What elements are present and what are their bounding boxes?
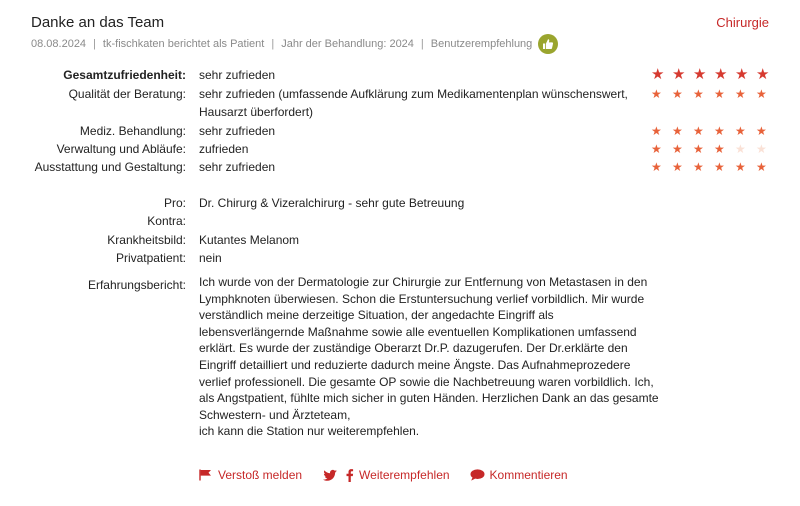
report-line: als Angstpatient, fühlte mich sicher in guten Händen. Herzlichen Dank an das gesamte [199,391,659,406]
report-line: Ich wurde von der Dermatologie zur Chirurgie zur Entfernung von Metastasen in den [199,275,648,289]
star-rating [651,122,777,140]
star-filled-icon: ★ [756,87,767,101]
comment-button[interactable] [470,468,568,482]
star-filled-icon: ★ [651,87,662,101]
star-filled-icon: ★ [672,87,683,101]
star-filled-icon: ★ [672,142,683,156]
report-violation-label: Verstoß melden [218,468,303,482]
star-filled-icon: ★ [735,87,746,101]
star-filled-icon: ★ [756,160,767,174]
privatpatient-label: Privatpatient: [115,251,186,265]
star-filled-icon: ★ [735,66,749,83]
pro-value: Dr. Chirurg & Vizeralchirurg - sehr gute Betreuung [199,196,465,210]
rating-value: zufrieden [199,142,249,156]
thumbs-up-icon [538,34,558,54]
meta-separator: | [271,38,275,50]
star-filled-icon: ★ [693,160,704,174]
report-line: lebensverlängernde Maßnahme sowie alle eventuellen Komplikationen umfassend [199,324,637,339]
rating-value: sehr zufrieden (umfassende Aufklärung zum Medikamentenplan wünschenswert, Hausarzt überfordert) [199,87,628,119]
report-line: Lymphknoten überwiesen. Schon die Erstuntersuchung verlief vorbildlich. Mir wurde [199,291,645,306]
meta-separator: | [93,38,96,50]
star-filled-icon: ★ [651,124,662,138]
star-filled-icon: ★ [693,142,704,156]
report-line: ich kann die Station nur weiterempfehlen. [199,424,420,439]
rating-value: sehr zufrieden [199,68,276,82]
star-filled-icon: ★ [651,160,662,174]
review-title: Danke an das Team [31,14,165,31]
review-actions [199,468,588,482]
star-rating [651,85,777,103]
report-violation-button[interactable] [199,468,302,482]
treatment-year: Jahr der Behandlung: 2024 [281,38,414,50]
pro-label: Pro: [163,196,186,210]
recommend-button[interactable] [322,468,450,482]
star-empty-icon: ★ [735,142,746,156]
krankheitsbild-label: Krankheitsbild: [107,233,186,247]
star-filled-icon: ★ [651,66,665,83]
star-filled-icon: ★ [714,160,725,174]
comment-label: Kommentieren [489,468,568,482]
rating-label: Ausstattung und Gestaltung: [34,160,186,174]
star-filled-icon: ★ [693,87,704,101]
rating-label: Qualität der Beratung: [68,87,186,101]
privatpatient-value: nein [199,251,222,265]
speech-bubble-icon [470,469,485,481]
star-filled-icon: ★ [735,160,746,174]
star-filled-icon: ★ [714,124,725,138]
facebook-icon [345,469,354,482]
star-rating [651,158,777,176]
report-line: erklärt. Es wurde der zuständige Oberarzt Dr.P. dazugerufen. Der Dr.erklärte den [199,341,628,356]
report-line: Eingriff detailliert und reduzierte dadurch meine Ängste. Das Aufnahmeprozedere [199,357,631,372]
star-filled-icon: ★ [756,124,767,138]
meta-separator: | [420,38,424,50]
star-filled-icon: ★ [672,124,683,138]
review-author: tk-fischkaten berichtet als Patient [102,38,265,50]
bericht-label: Erfahrungsbericht: [87,278,186,292]
star-filled-icon: ★ [714,66,728,83]
star-filled-icon: ★ [714,142,725,156]
star-empty-icon: ★ [756,142,767,156]
star-rating [651,66,777,84]
rating-label: Gesamtzufriedenheit: [63,68,186,82]
rating-value: sehr zufrieden [199,160,276,174]
flag-icon [199,469,213,481]
rating-value: sehr zufrieden [199,124,276,138]
star-filled-icon: ★ [756,66,770,83]
review-date: 08.08.2024 [31,38,87,50]
kontra-label: Kontra: [147,214,186,228]
report-line: verlief professionell. Die gesamte OP sowie die Nachbetreuung waren vorbildlich. Ich, [199,374,654,389]
krankheitsbild-value: Kutantes Melanom [199,233,300,247]
star-filled-icon: ★ [651,142,662,156]
star-filled-icon: ★ [693,66,707,83]
star-filled-icon: ★ [672,160,683,174]
report-line: Schwestern- und Ärzteteam, [199,407,351,422]
department-link[interactable]: Chirurgie [716,15,769,30]
recommend-label: Weiterempfehlen [359,468,450,482]
star-filled-icon: ★ [714,87,725,101]
rating-label: Verwaltung und Abläufe: [56,142,186,156]
recommendation-label: Benutzerempfehlung [430,38,533,50]
star-rating [651,140,777,158]
review-meta [31,35,558,53]
star-filled-icon: ★ [693,124,704,138]
experience-report [199,274,669,440]
twitter-icon [322,469,338,482]
star-filled-icon: ★ [735,124,746,138]
rating-label: Mediz. Behandlung: [79,124,186,138]
report-line: verständlich meine derzeitige Situation, der angedachte Eingriff als [199,308,554,323]
star-filled-icon: ★ [672,66,686,83]
